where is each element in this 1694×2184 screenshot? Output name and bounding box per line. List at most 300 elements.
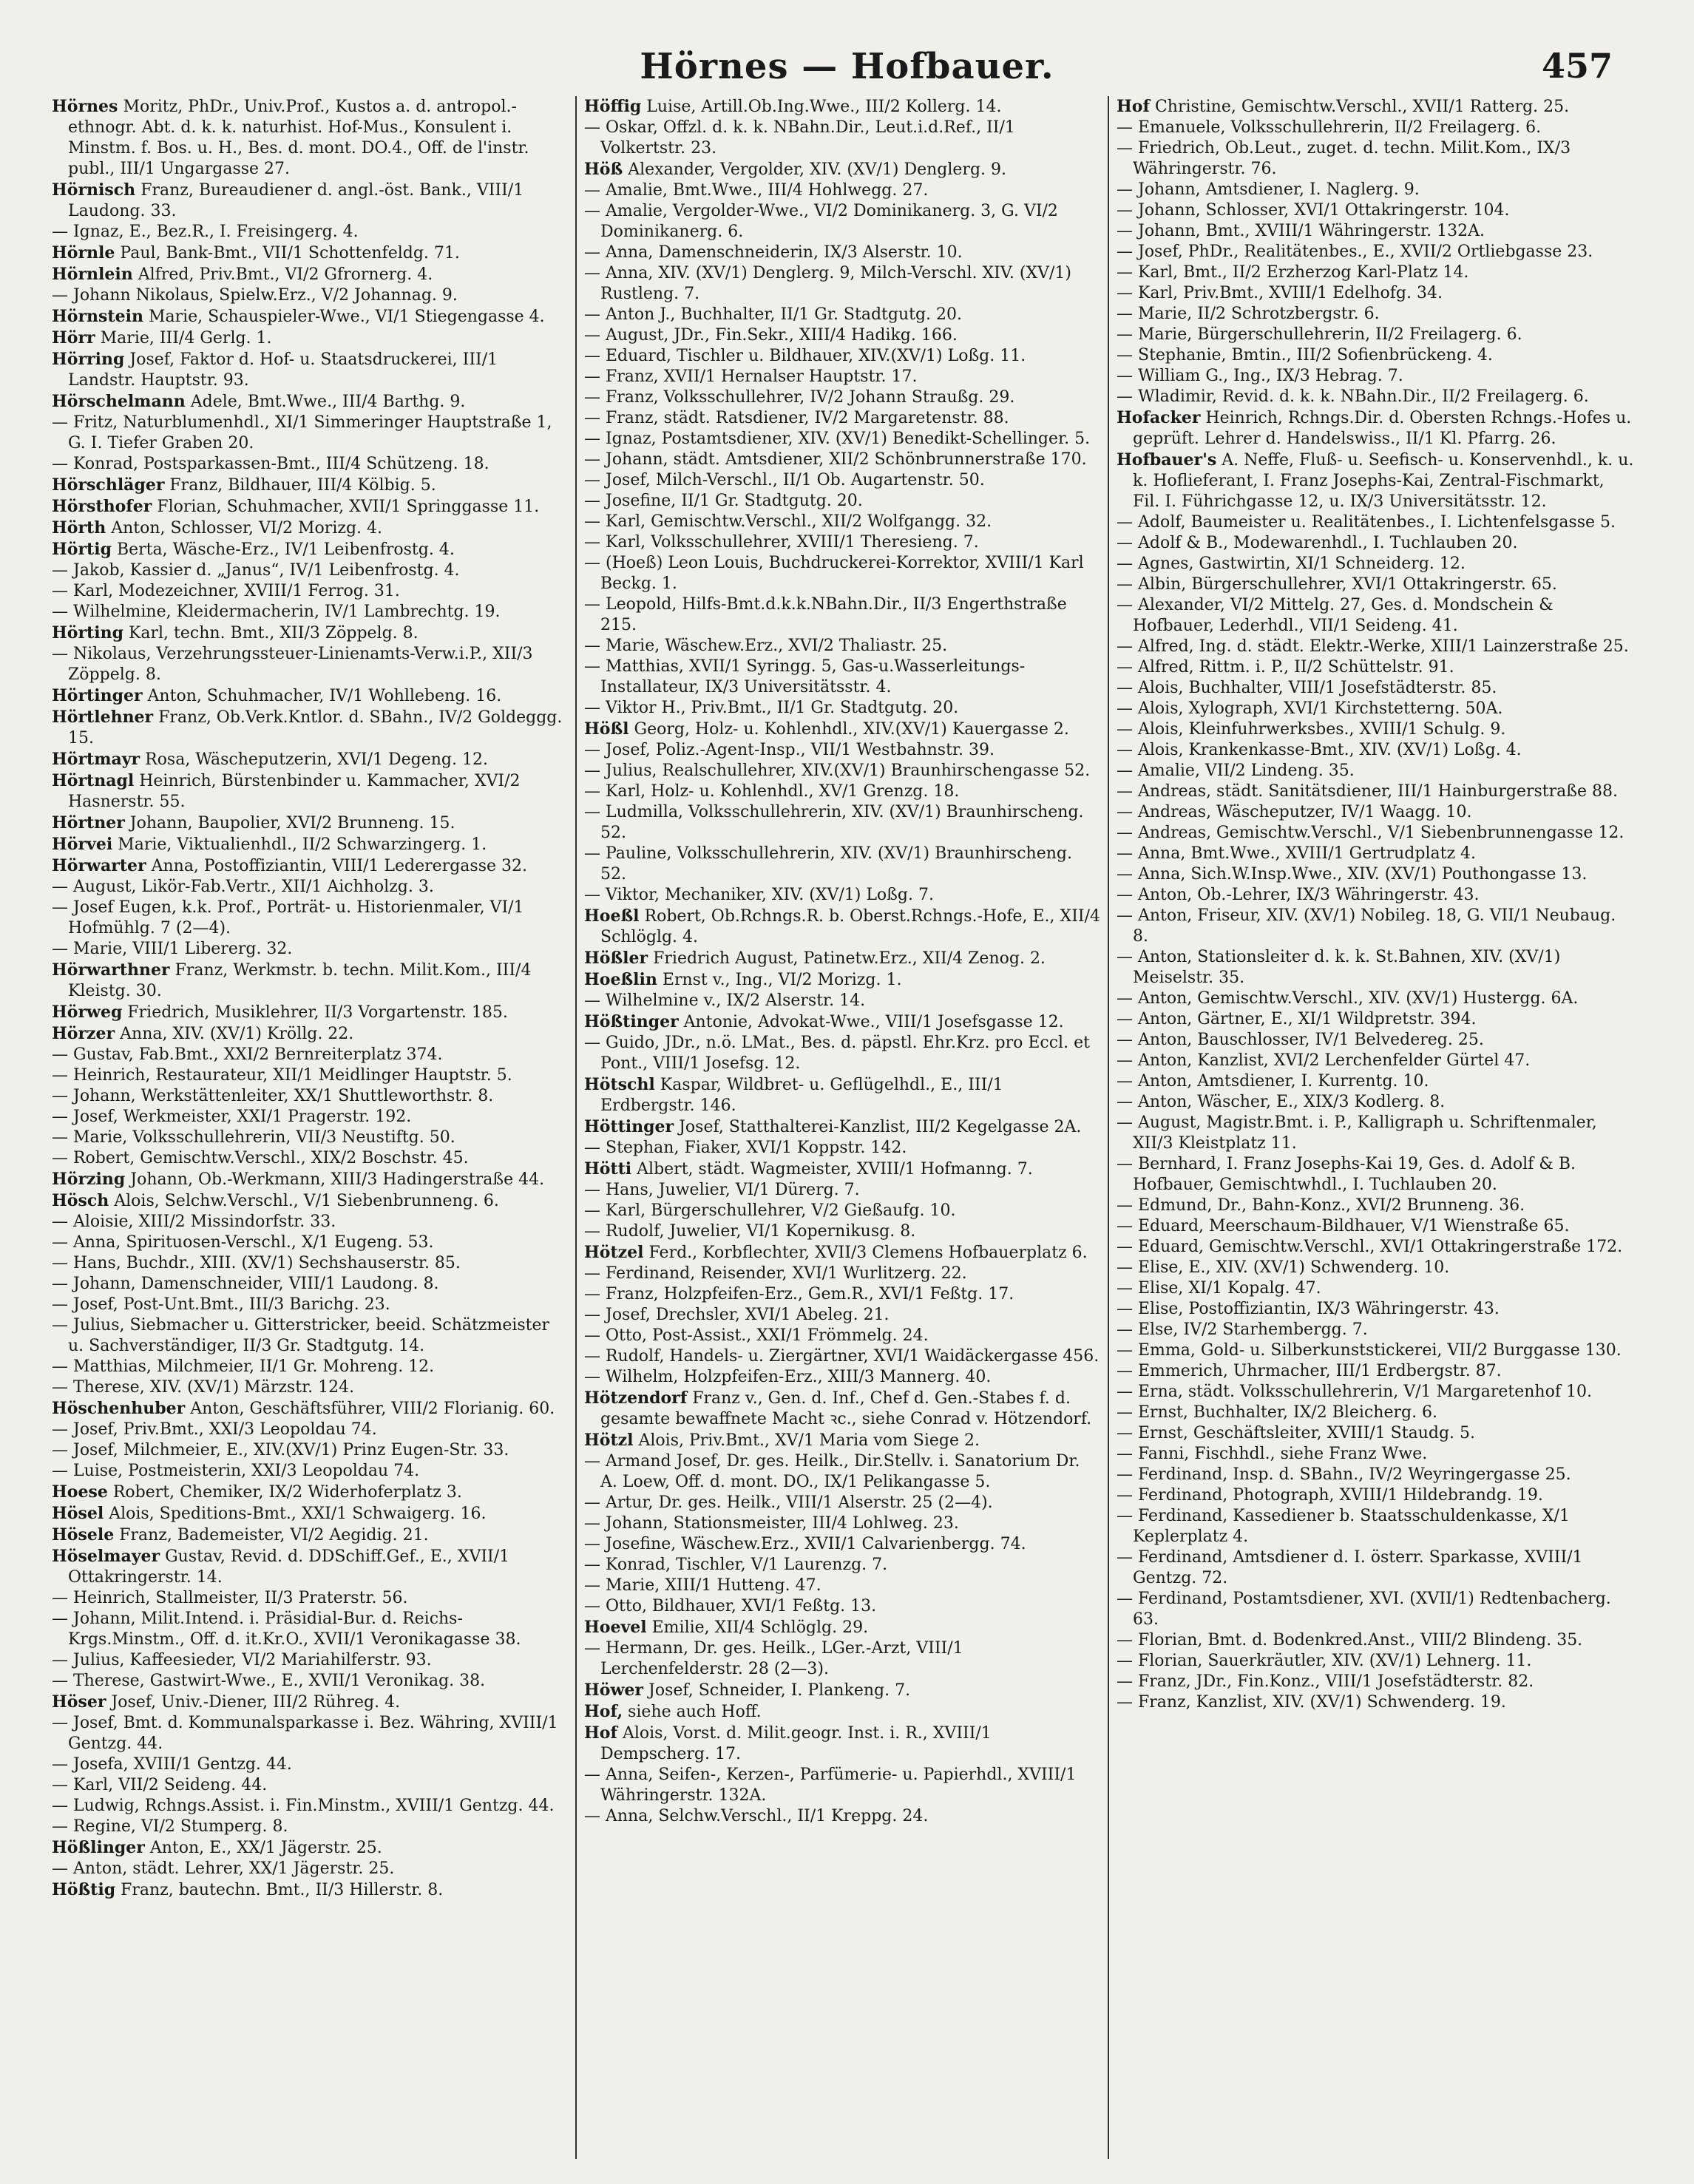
entry-details: — Matthias, XVII/1 Syringg. 5, Gas-u.Wasserleitungs-Installateur, IX/3 Universitätsstr. 4. <box>584 657 1026 696</box>
directory-entry <box>584 367 1100 387</box>
entry-surname: Hößl <box>584 719 629 739</box>
directory-entry <box>584 1723 1100 1765</box>
entry-details: — Karl, VII/2 Seideng. 44. <box>52 1776 268 1794</box>
entry-details: — Nikolaus, Verzehrungssteuer-Linienamts-Verw.i.P., XII/3 Zöppelg. 8. <box>52 645 533 684</box>
directory-entry <box>1117 118 1634 138</box>
running-head: Hörnes — Hofbauer. <box>640 46 1054 87</box>
directory-entry <box>52 770 568 813</box>
entry-details: — August, Likör-Fab.Vertr., XII/1 Aichholzg. 3. <box>52 878 434 896</box>
entry-details: Franz, bautechn. Bmt., II/3 Hillerstr. 8. <box>121 1881 444 1899</box>
directory-entry <box>584 1534 1100 1555</box>
entry-details: — Anton, Wäscher, E., XIX/3 Kodlerg. 8. <box>1117 1093 1446 1111</box>
directory-entry <box>1117 1320 1634 1340</box>
directory-entry <box>52 1546 568 1588</box>
entry-surname: Hofacker <box>1117 408 1201 427</box>
entry-details: — Anna, Selchw.Verschl., II/1 Kreppg. 24. <box>584 1807 929 1825</box>
entry-surname: Hösele <box>52 1525 115 1544</box>
directory-entry <box>584 1011 1100 1033</box>
directory-entry <box>584 906 1100 948</box>
entry-surname: Hörnlein <box>52 265 133 284</box>
directory-entry <box>52 1148 568 1169</box>
directory-entry <box>584 532 1100 553</box>
entry-details: — Marie, II/2 Schrotzbergstr. 6. <box>1117 305 1380 323</box>
directory-entry <box>52 96 568 180</box>
entry-surname: Hörting <box>52 623 123 642</box>
entry-details: — Josef, Priv.Bmt., XXI/3 Leopoldau 74. <box>52 1420 377 1439</box>
entry-details: — Matthias, Milchmeier, II/1 Gr. Mohreng. 12. <box>52 1357 435 1376</box>
entry-details: Franz, Bureaudiener d. angl.-öst. Bank., VIII/1 Laudong. 33. <box>68 181 524 220</box>
entry-details: — Anton, Kanzlist, XVI/2 Lerchenfelder Gürtel 47. <box>1117 1051 1531 1070</box>
entry-surname: Höschenhuber <box>52 1399 186 1418</box>
entry-details: — Karl, Priv.Bmt., XVIII/1 Edelhofg. 34. <box>1117 284 1443 302</box>
entry-surname: Hörnle <box>52 243 115 262</box>
directory-entry <box>1117 1278 1634 1299</box>
entry-details: — Amalie, VII/2 Lindeng. 35. <box>1117 762 1355 780</box>
directory-entry <box>1117 864 1634 885</box>
directory-entry <box>52 1212 568 1232</box>
entry-details: Marie, Viktualienhdl., II/2 Schwarzingerg. 1. <box>118 835 487 854</box>
directory-entry <box>52 1127 568 1148</box>
entry-details: — Friedrich, Ob.Leut., zuget. d. techn. Milit.Kom., IX/3 Währingerstr. 76. <box>1117 139 1571 178</box>
directory-entry <box>52 1315 568 1357</box>
entry-details: — Karl, Modezeichner, XVIII/1 Ferrog. 31. <box>52 582 400 600</box>
directory-entry <box>584 1264 1100 1284</box>
entry-details: — Franz, Holzpfeifen-Erz., Gem.R., XVI/1 Feßtg. 17. <box>584 1285 1014 1303</box>
directory-entry <box>52 328 568 349</box>
directory-entry <box>1117 988 1634 1009</box>
entry-details: — Josef, Bmt. d. Kommunalsparkasse i. Bez. Währing, XVIII/1 Gentzg. 44. <box>52 1714 558 1753</box>
directory-entry <box>52 1295 568 1315</box>
directory-entry <box>1117 1547 1634 1589</box>
directory-entry <box>52 1190 568 1212</box>
entry-details: — Emmerich, Uhrmacher, III/1 Erdbergstr. 87. <box>1117 1362 1502 1380</box>
directory-entry <box>1117 1299 1634 1320</box>
entry-details: — Otto, Post-Assist., XXI/1 Frömmelg. 24. <box>584 1326 929 1345</box>
directory-entry <box>52 939 568 960</box>
directory-entry <box>584 429 1100 450</box>
directory-entry <box>584 512 1100 532</box>
directory-entry <box>1117 1672 1634 1692</box>
entry-details: — Josefine, Wäschew.Erz., XVII/1 Calvarienbergg. 74. <box>584 1535 1026 1553</box>
entry-surname: Hoevel <box>584 1618 647 1637</box>
entry-details: Rosa, Wäscheputzerin, XVI/1 Degeng. 12. <box>145 750 488 769</box>
entry-details: — Alois, Xylograph, XVI/1 Kirchstetterng. 50A. <box>1117 699 1503 718</box>
directory-entry <box>1117 96 1634 118</box>
directory-entry <box>52 349 568 391</box>
entry-details: — Johann, Stationsmeister, III/4 Lohlweg. 23. <box>584 1514 959 1533</box>
entry-surname: Hof <box>1117 97 1150 116</box>
directory-entry <box>1117 221 1634 242</box>
directory-entry <box>584 1346 1100 1367</box>
entry-details: — Ferdinand, Photograph, XVIII/1 Hildebrandg. 19. <box>1117 1486 1543 1505</box>
directory-entry <box>1117 512 1634 533</box>
entry-details: — Stephanie, Bmtin., III/2 Sofienbrückeng. 4. <box>1117 346 1493 364</box>
directory-entry <box>584 969 1100 991</box>
entry-details: Alois, Selchw.Verschl., V/1 Siebenbrunneng. 6. <box>114 1192 499 1210</box>
directory-entry <box>584 1116 1100 1138</box>
entry-details: — Hans, Buchdr., XIII. (XV/1) Sechshauserstr. 85. <box>52 1254 461 1272</box>
directory-entry <box>52 834 568 855</box>
directory-entry <box>52 1107 568 1127</box>
directory-entry <box>1117 574 1634 595</box>
entry-surname: Hoeßl <box>584 906 640 926</box>
directory-entry <box>584 305 1100 325</box>
directory-entry <box>52 1420 568 1440</box>
entry-details: — Bernhard, I. Franz Josephs-Kai 19, Ges. d. Adolf & B. Hofbauer, Gemischtwhdl., I. Tuchlauben 20. <box>1117 1155 1576 1194</box>
entry-details: — Ferdinand, Amtsdiener d. I. österr. Sparkasse, XVIII/1 Gentzg. 72. <box>1117 1548 1583 1587</box>
directory-entry <box>584 263 1100 305</box>
directory-entry <box>52 1045 568 1065</box>
entry-surname: Hoeßlin <box>584 970 657 989</box>
directory-entry <box>584 346 1100 367</box>
entry-details: — Edmund, Dr., Bahn-Konz., XVI/2 Brunneng. 36. <box>1117 1196 1525 1215</box>
directory-entry <box>584 719 1100 740</box>
directory-entry <box>584 1305 1100 1326</box>
entry-details: — Adolf & B., Modewarenhdl., I. Tuchlauben 20. <box>1117 534 1518 552</box>
directory-entry <box>584 325 1100 346</box>
entry-surname: Hörth <box>52 518 106 537</box>
entry-details: Kaspar, Wildbret- u. Geflügelhdl., E., III/1 Erdbergstr. 146. <box>600 1076 1003 1115</box>
entry-details: — Josef, PhDr., Realitätenbes., E., XVII/2 Ortliebgasse 23. <box>1117 243 1593 261</box>
directory-entry <box>1117 678 1634 699</box>
entry-details: — Julius, Siebmacher u. Gitterstricker, beeid. Schätzmeister u. Sachverständiger, II/3 Gr. Stadtgutg. 14. <box>52 1316 550 1355</box>
entry-surname: Höß <box>584 160 623 179</box>
entry-details: — William G., Ing., IX/3 Hebrag. 7. <box>1117 367 1403 385</box>
directory-entry <box>584 450 1100 470</box>
entry-details: — Anton, Stationsleiter d. k. k. St.Bahnen, XIV. (XV/1) Meiselstr. 35. <box>1117 948 1561 987</box>
entry-details: — Pauline, Volksschullehrerin, XIV. (XV/1) Braunhirscheng. 52. <box>584 844 1072 884</box>
entry-details: Robert, Chemiker, IX/2 Widerhoferplatz 3. <box>112 1483 462 1502</box>
directory-entry <box>52 1398 568 1420</box>
directory-entry <box>584 991 1100 1011</box>
entry-details: Franz v., Gen. d. Inf., Chef d. Gen.-Stabes f. d. gesamte bewaffnete Macht ꝛc., siehe Conrad v. Hötzendorf. <box>600 1389 1092 1428</box>
entry-details: — Armand Josef, Dr. ges. Heilk., Dir.Stellv. i. Sanatorium Dr. A. Loew, Off. d. mont. DO., IX/1 Pelikangasse 5. <box>584 1452 1080 1491</box>
directory-entry <box>1117 450 1634 512</box>
entry-details: — Josef, Poliz.-Agent-Insp., VII/1 Westbahnstr. 39. <box>584 741 995 759</box>
entry-details: — Anton J., Buchhalter, II/1 Gr. Stadtgutg. 20. <box>584 305 963 324</box>
directory-entry <box>584 1430 1100 1451</box>
entry-details: — Erna, städt. Volksschullehrerin, V/1 Margaretenhof 10. <box>1117 1383 1592 1401</box>
entry-details: Anton, Schuhmacher, IV/1 Wohllebeng. 16. <box>147 687 502 705</box>
entry-details: A. Neffe, Fluß- u. Seefisch- u. Konservenhdl., k. u. k. Hoflieferant, I. Franz Josephs-Kai, Zentral-Fischmarkt, Fil. I. Führichgasse 12, u. IX/3 Universitätsstr. 12. <box>1133 451 1634 511</box>
entry-details: Ernst v., Ing., VI/2 Morizg. 1. <box>662 971 902 989</box>
entry-details: — Elise, XI/1 Kopalg. 47. <box>1117 1279 1321 1298</box>
entry-details: — Elise, E., XIV. (XV/1) Schwenderg. 10. <box>1117 1258 1450 1277</box>
directory-entry <box>1117 1113 1634 1154</box>
directory-entry <box>1117 1154 1634 1196</box>
directory-entry <box>1117 1237 1634 1258</box>
directory-entry <box>1117 1692 1634 1713</box>
entry-details: Anna, Postoffiziantin, VIII/1 Lederergasse 32. <box>151 857 527 875</box>
entry-surname: Hof <box>584 1723 617 1743</box>
directory-entry <box>52 243 568 264</box>
entry-details: — Ignaz, E., Bez.R., I. Freisingerg. 4. <box>52 223 359 241</box>
directory-entry <box>1117 699 1634 719</box>
entry-details: Josef, Statthalterei-Kanzlist, III/2 Kegelgasse 2A. <box>679 1118 1082 1136</box>
directory-entry <box>52 222 568 243</box>
entry-surname: Hörvei <box>52 835 113 854</box>
entry-details: Anton, E., XX/1 Jägerstr. 25. <box>149 1839 382 1857</box>
entry-surname: Höttinger <box>584 1117 674 1136</box>
entry-surname: Hörwarter <box>52 856 146 875</box>
directory-entry <box>52 1503 568 1525</box>
directory-entry <box>52 1065 568 1086</box>
directory-entry <box>52 1796 568 1817</box>
entry-details: — Regine, VI/2 Stumperg. 8. <box>52 1817 288 1836</box>
entry-details: Robert, Ob.Rchngs.R. b. Oberst.Rchngs.-Hofe, E., XII/4 Schlöglg. 4. <box>600 907 1100 946</box>
directory-entry <box>52 496 568 518</box>
entry-details: — Wilhelmine, Kleidermacherin, IV/1 Lambrechtg. 19. <box>52 603 501 621</box>
directory-entry <box>584 1513 1100 1534</box>
entry-details: Christine, Gemischtw.Verschl., XVII/1 Ratterg. 25. <box>1154 98 1570 116</box>
entry-surname: Hötzl <box>584 1431 634 1450</box>
directory-entry <box>52 454 568 475</box>
directory-entry <box>1117 138 1634 180</box>
directory-entry <box>52 1023 568 1045</box>
directory-entry <box>584 1493 1100 1513</box>
entry-surname: Hötschl <box>584 1075 655 1094</box>
entry-details: — Anton, Friseur, XIV. (XV/1) Nobileg. 18, G. VII/1 Neubaug. 8. <box>1117 906 1616 946</box>
directory-entry <box>1117 885 1634 906</box>
entry-details: — Johann, Milit.Intend. i. Präsidial-Bur. d. Reichs-Krgs.Minstm., Off. d. it.Kr.O., XVII/1 Veronikagasse 38. <box>52 1610 521 1649</box>
entry-details: — Marie, XIII/1 Hutteng. 47. <box>584 1576 821 1595</box>
directory-entry <box>584 1617 1100 1638</box>
entry-details: — Andreas, Wäscheputzer, IV/1 Waagg. 10. <box>1117 803 1472 821</box>
entry-details: — Konrad, Postsparkassen-Bmt., III/4 Schützeng. 18. <box>52 455 489 473</box>
entry-surname: Hörtinger <box>52 686 143 705</box>
entry-details: — Ludmilla, Volksschullehrerin, XIV. (XV/1) Braunhirscheng. 52. <box>584 803 1084 842</box>
entry-details: Karl, techn. Bmt., XII/3 Zöppelg. 8. <box>128 624 419 642</box>
entry-details: siehe auch Hoff. <box>628 1703 762 1721</box>
entry-details: — Florian, Bmt. d. Bodenkred.Anst., VIII/2 Blindeng. 35. <box>1117 1631 1583 1649</box>
entry-details: Emilie, XII/4 Schlöglg. 29. <box>651 1618 869 1637</box>
entry-details: — Eduard, Meerschaum-Bildhauer, V/1 Wienstraße 65. <box>1117 1217 1570 1235</box>
directory-entry <box>584 1033 1100 1074</box>
directory-entry <box>584 844 1100 885</box>
entry-details: — Adolf, Baumeister u. Realitätenbes., I. Lichtenfelsgasse 5. <box>1117 513 1616 532</box>
directory-entry <box>1117 407 1634 450</box>
directory-entry <box>584 408 1100 429</box>
entry-details: — Amalie, Vergolder-Wwe., VI/2 Dominikanerg. 3, G. VI/2 Dominikanerg. 6. <box>584 202 1058 241</box>
directory-entry <box>1117 906 1634 947</box>
entry-details: — Robert, Gemischtw.Verschl., XIX/2 Boschstr. 45. <box>52 1149 469 1167</box>
directory-entry <box>52 1775 568 1796</box>
directory-entry <box>52 1377 568 1398</box>
directory-entry <box>1117 1403 1634 1423</box>
directory-entry <box>52 1482 568 1503</box>
entry-details: Georg, Holz- u. Kohlenhdl., XIV.(XV/1) Kauergasse 2. <box>634 720 1069 739</box>
directory-entry <box>584 1221 1100 1242</box>
entry-details: Alois, Speditions-Bmt., XXI/1 Schwaigerg. 16. <box>109 1505 487 1523</box>
entry-details: Friedrich August, Patinetw.Erz., XII/4 Zenog. 2. <box>653 949 1046 968</box>
directory-entry <box>584 636 1100 657</box>
directory-entry <box>584 1596 1100 1617</box>
entry-details: Josef, Univ.-Diener, III/2 Rühreg. 4. <box>111 1693 401 1712</box>
entry-details: — Anton, Amtsdiener, I. Kurrentg. 10. <box>1117 1072 1429 1091</box>
directory-entry <box>1117 823 1634 844</box>
directory-entry <box>584 1765 1100 1806</box>
directory-entry <box>1117 533 1634 554</box>
directory-entry <box>52 1086 568 1107</box>
entry-details: Antonie, Advokat-Wwe., VIII/1 Josefsgasse 12. <box>683 1013 1064 1031</box>
directory-entry <box>1117 1196 1634 1216</box>
entry-details: Franz, Ob.Verk.Kntlor. d. SBahn., IV/2 Goldeggg. 15. <box>68 708 563 747</box>
directory-entry <box>1117 657 1634 678</box>
directory-entry <box>52 180 568 222</box>
directory-entry <box>1117 947 1634 988</box>
entry-details: — Rudolf, Handels- u. Ziergärtner, XVI/1 Waidäckergasse 456. <box>584 1347 1100 1366</box>
entry-details: — Alois, Krankenkasse-Bmt., XIV. (XV/1) Loßg. 4. <box>1117 741 1522 759</box>
entry-surname: Hörsthofer <box>52 497 152 516</box>
entry-details: — August, JDr., Fin.Sekr., XIII/4 Hadikg. 166. <box>584 326 958 345</box>
entry-details: — Aloisie, XIII/2 Missindorfstr. 33. <box>52 1213 336 1231</box>
entry-details: — Heinrich, Restaurateur, XII/1 Meidlinger Hauptstr. 5. <box>52 1066 512 1085</box>
entry-details: — Else, IV/2 Starhembergg. 7. <box>1117 1320 1368 1339</box>
entry-details: Luise, Artill.Ob.Ing.Wwe., III/2 Kollerg. 14. <box>646 98 1002 116</box>
directory-entry <box>52 581 568 602</box>
entry-details: Berta, Wäsche-Erz., IV/1 Leibenfrostg. 4. <box>116 540 455 559</box>
entry-details: — Marie, Volksschullehrerin, VII/3 Neustiftg. 50. <box>52 1128 455 1147</box>
entry-surname: Höffig <box>584 97 642 116</box>
entry-details: — Andreas, städt. Sanitätsdiener, III/1 Hainburgerstraße 88. <box>1117 782 1618 801</box>
directory-entry <box>1117 595 1634 637</box>
entry-details: Moritz, PhDr., Univ.Prof., Kustos a. d. antropol.-ethnogr. Abt. d. k. k. naturhist. Hof-Mus., Konsulent i. Minstm. f. Bos. u. H., Bes. d. mont. DO.4., Off. de l'instr. publ., III/1 Ungargasse 27. <box>68 98 529 178</box>
directory-entry <box>1117 262 1634 283</box>
directory-entry <box>1117 1589 1634 1630</box>
directory-entry <box>584 553 1100 594</box>
directory-entry <box>52 285 568 306</box>
entry-details: — Anton, städt. Lehrer, XX/1 Jägerstr. 25. <box>52 1859 395 1878</box>
directory-entry <box>52 1650 568 1671</box>
entry-details: — Ferdinand, Reisender, XVI/1 Wurlitzerg. 22. <box>584 1264 967 1283</box>
entry-details: — Josef, Milch-Verschl., II/1 Ob. Augartenstr. 50. <box>584 471 985 489</box>
directory-entry <box>1117 1071 1634 1092</box>
directory-entry <box>52 707 568 749</box>
directory-entry <box>52 539 568 560</box>
directory-entry <box>584 802 1100 844</box>
directory-entry <box>584 1701 1100 1723</box>
entry-details: — Josef, Post-Unt.Bmt., III/3 Barichg. 23. <box>52 1295 390 1314</box>
directory-entry <box>584 118 1100 159</box>
entry-details: — Karl, Holz- u. Kohlenhdl., XV/1 Grenzg. 18. <box>584 782 960 801</box>
entry-details: — (Hoeß) Leon Louis, Buchdruckerei-Korrektor, XVIII/1 Karl Beckg. 1. <box>584 554 1084 593</box>
directory-entry <box>52 475 568 496</box>
entry-details: Gustav, Revid. d. DDSchiff.Gef., E., XVII/1 Ottakringerstr. 14. <box>68 1547 510 1587</box>
directory-entry <box>52 306 568 328</box>
directory-entry <box>1117 1340 1634 1361</box>
directory-entry <box>52 1002 568 1023</box>
directory-entry <box>1117 345 1634 366</box>
entry-details: — Elise, Postoffiziantin, IX/3 Währingerstr. 43. <box>1117 1300 1500 1318</box>
directory-entry <box>584 1638 1100 1680</box>
entry-details: Alois, Vorst. d. Milit.geogr. Inst. i. R., XVIII/1 Dempscherg. 17. <box>600 1724 992 1763</box>
entry-details: — Jakob, Kassier d. „Janus“, IV/1 Leibenfrostg. 4. <box>52 561 460 580</box>
entry-surname: Hörr <box>52 328 95 347</box>
directory-entry <box>584 1388 1100 1430</box>
directory-entry <box>1117 1216 1634 1237</box>
directory-entry <box>1117 1051 1634 1071</box>
directory-entry <box>584 781 1100 802</box>
entry-details: — Guido, JDr., n.ö. LMat., Bes. d. päpstl. Ehr.Krz. pro Eccl. et Pont., VIII/1 Josefsg. 12. <box>584 1034 1090 1073</box>
directory-entry <box>52 1588 568 1609</box>
directory-entry <box>52 898 568 939</box>
entry-details: Alfred, Priv.Bmt., VI/2 Gfrornerg. 4. <box>138 265 433 284</box>
entry-surname: Hof, <box>584 1702 623 1721</box>
entry-surname: Höser <box>52 1692 106 1712</box>
directory-entry <box>52 264 568 285</box>
entry-details: — Gustav, Fab.Bmt., XXI/2 Bernreiterplatz 374. <box>52 1045 443 1064</box>
entry-surname: Hörring <box>52 350 125 369</box>
directory-entry <box>1117 802 1634 823</box>
entry-details: — Eduard, Tischler u. Bildhauer, XIV.(XV/1) Loßg. 11. <box>584 347 1026 365</box>
directory-entry <box>1117 740 1634 761</box>
directory-entry <box>1117 1485 1634 1506</box>
entry-surname: Hörtlehner <box>52 708 154 727</box>
entry-details: — Ignaz, Postamtsdiener, XIV. (XV/1) Benedikt-Schellinger. 5. <box>584 430 1091 448</box>
directory-entry <box>584 159 1100 180</box>
directory-entry <box>584 761 1100 781</box>
directory-entry <box>584 1180 1100 1201</box>
entry-details: Anton, Schlosser, VI/2 Morizg. 4. <box>111 519 382 537</box>
directory-entry <box>1117 1465 1634 1485</box>
directory-entry <box>52 1879 568 1901</box>
entry-details: — Hans, Juwelier, VI/1 Dürerg. 7. <box>584 1181 860 1199</box>
directory-entry <box>584 491 1100 512</box>
entry-details: — Rudolf, Juwelier, VI/1 Kopernikusg. 8. <box>584 1222 916 1241</box>
entry-details: — Hermann, Dr. ges. Heilk., LGer.-Arzt, VIII/1 Lerchenfelderstr. 28 (2—3). <box>584 1639 963 1678</box>
directory-entry <box>584 1201 1100 1221</box>
entry-details: — Oskar, Offzl. d. k. k. NBahn.Dir., Leut.i.d.Ref., II/1 Volkertstr. 23. <box>584 118 1015 157</box>
entry-details: — Ernst, Buchhalter, IX/2 Bleicherg. 6. <box>1117 1403 1438 1422</box>
entry-details: — Wladimir, Revid. d. k. k. NBahn.Dir., II/2 Freilagerg. 6. <box>1117 387 1589 406</box>
entry-surname: Hößtinger <box>584 1012 679 1031</box>
directory-entry <box>1117 200 1634 221</box>
entry-details: — Therese, Gastwirt-Wwe., E., XVII/1 Veronikag. 38. <box>52 1672 486 1690</box>
directory-entry <box>584 201 1100 243</box>
entry-details: Alois, Priv.Bmt., XV/1 Maria vom Siege 2. <box>638 1431 980 1450</box>
entry-details: — Franz, Volksschullehrer, IV/2 Johann Straußg. 29. <box>584 388 1015 407</box>
entry-details: — Alois, Kleinfuhrwerksbes., XVIII/1 Schulg. 9. <box>1117 720 1506 739</box>
entry-details: Marie, III/4 Gerlg. 1. <box>100 329 272 347</box>
entry-details: — Karl, Volksschullehrer, XVIII/1 Theresieng. 7. <box>584 533 979 552</box>
entry-details: Heinrich, Bürstenbinder u. Kammacher, XVI/2 Hasnerstr. 55. <box>68 772 521 811</box>
directory-entry <box>52 1461 568 1482</box>
column-2 <box>577 96 1109 2159</box>
directory-entry <box>52 1357 568 1377</box>
entry-details: — Josef, Drechsler, XVI/1 Abeleg. 21. <box>584 1306 890 1324</box>
directory-entry <box>52 1232 568 1253</box>
directory-entry <box>584 1138 1100 1159</box>
entry-surname: Hötzendorf <box>584 1388 688 1408</box>
entry-details: — Artur, Dr. ges. Heilk., VIII/1 Alserstr. 25 (2—4). <box>584 1493 993 1512</box>
entry-details: — Marie, VIII/1 Libererg. 32. <box>52 940 293 958</box>
directory-entry <box>584 657 1100 698</box>
entry-surname: Höselmayer <box>52 1547 160 1566</box>
entry-surname: Hörnisch <box>52 180 136 200</box>
entry-surname: Hörtig <box>52 540 112 559</box>
directory-entry <box>52 1253 568 1274</box>
directory-entry <box>52 877 568 898</box>
directory-entry <box>584 470 1100 491</box>
entry-details: — Wilhelmine v., IX/2 Alserstr. 14. <box>584 991 866 1010</box>
directory-columns <box>44 96 1642 2159</box>
entry-details: — Wilhelm, Holzpfeifen-Erz., XIII/3 Mannerg. 40. <box>584 1368 992 1386</box>
entry-details: — Josef, Werkmeister, XXI/1 Pragerstr. 192. <box>52 1108 412 1126</box>
directory-entry <box>584 885 1100 906</box>
entry-details: — Anna, Bmt.Wwe., XVIII/1 Gertrudplatz 4. <box>1117 844 1477 863</box>
directory-entry <box>52 1440 568 1461</box>
entry-details: — Johann, Werkstättenleiter, XX/1 Shuttleworthstr. 8. <box>52 1087 494 1105</box>
